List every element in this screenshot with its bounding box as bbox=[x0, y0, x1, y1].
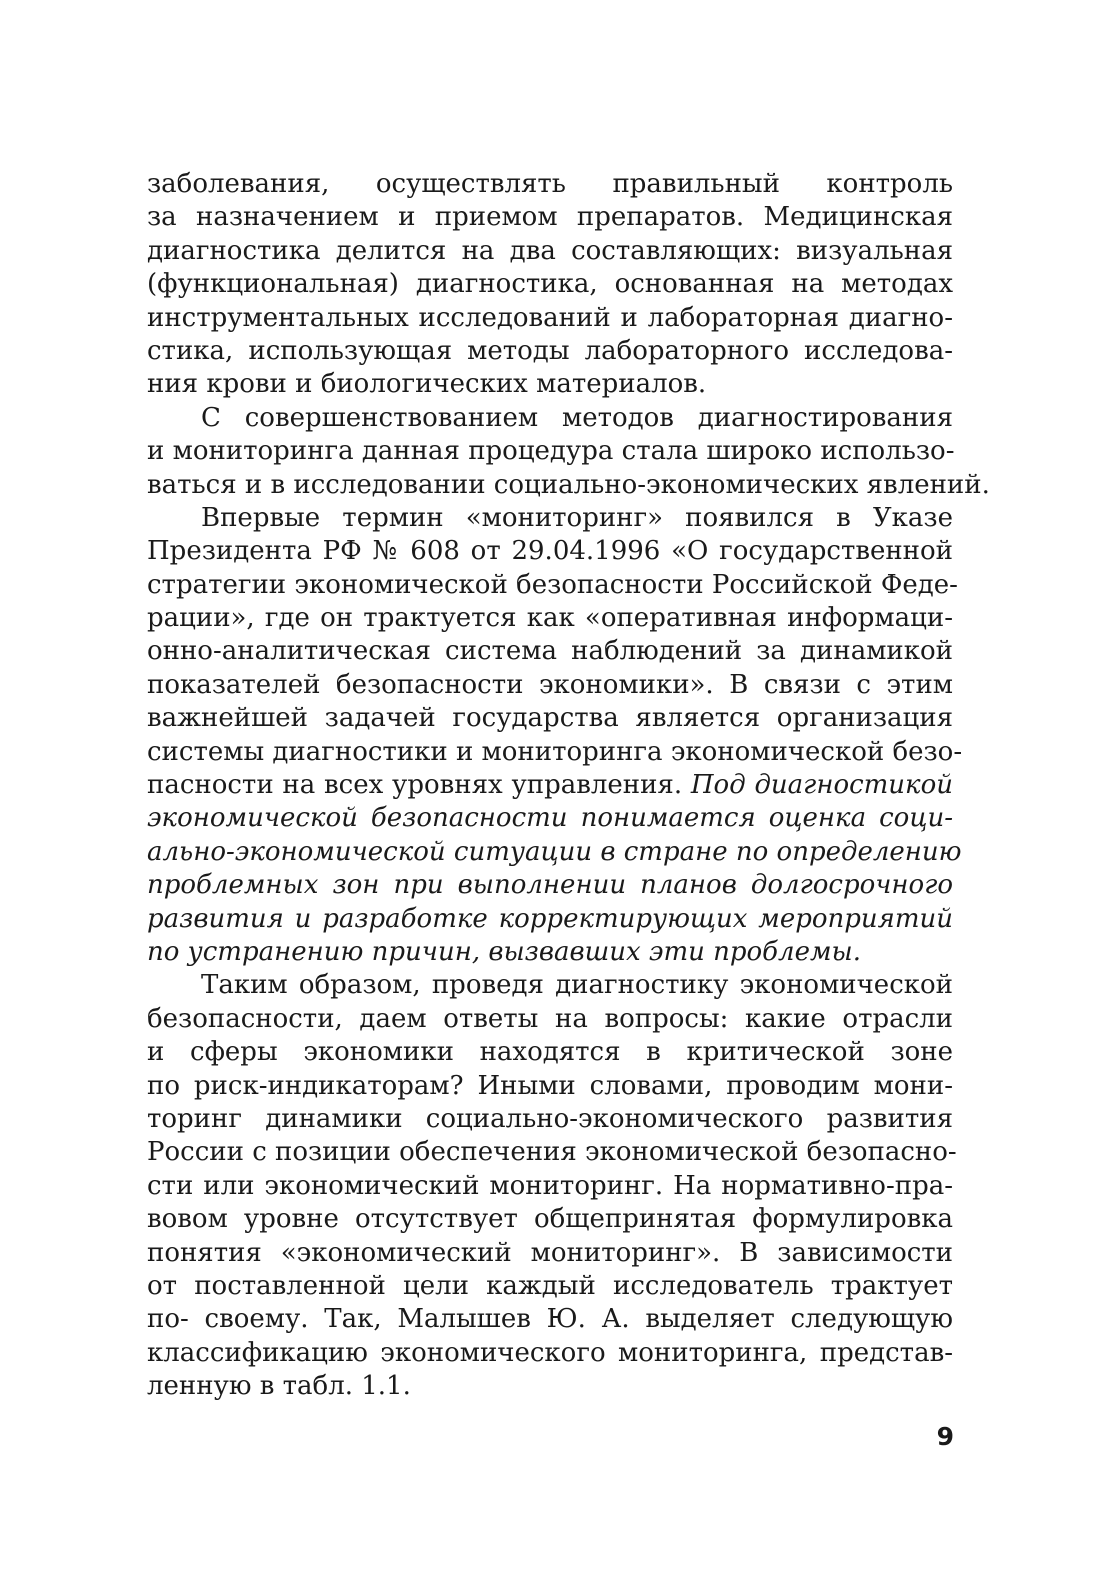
text-line: вовом уровне отсутствует общепринятая формулировка bbox=[147, 1204, 953, 1235]
text-line: безопасности, даем ответы на вопросы: какие отрасли bbox=[147, 1003, 953, 1034]
text-line: важнейшей задачей государства является организация bbox=[147, 703, 953, 734]
text-line: за назначением и приемом препаратов. Медицинская bbox=[147, 202, 953, 233]
text-line-mixed bbox=[147, 769, 953, 802]
text-line: диагностика делится на два составляющих: визуальная bbox=[147, 235, 953, 266]
text-line: онно-аналитическая система наблюдений за динамикой bbox=[147, 636, 953, 667]
text-line: С совершенствованием методов диагностирования bbox=[201, 402, 953, 433]
text-line-upright: пасности на всех уровнях управления. bbox=[147, 770, 683, 801]
italic-definition-line: по устранению причин, вызвавших эти проблемы. bbox=[147, 936, 861, 967]
text-line: по риск-индикаторам? Иными словами, проводим мони- bbox=[147, 1070, 953, 1101]
text-line: стратегии экономической безопасности Российской Феде- bbox=[147, 569, 958, 600]
page-number: 9 bbox=[936, 1422, 954, 1451]
text-line: по- своему. Так, Малышев Ю. А. выделяет следующую bbox=[147, 1304, 953, 1335]
text-line: заболевания, осуществлять правильный контроль bbox=[147, 169, 953, 199]
text-line: классификацию экономического мониторинга, представ- bbox=[147, 1337, 953, 1368]
text-line: и мониторинга данная процедура стала широко использо- bbox=[147, 436, 955, 467]
italic-definition-line: ально-экономической ситуации в стране по определению bbox=[147, 836, 962, 867]
body-text bbox=[147, 168, 990, 1403]
italic-definition-line: проблемных зон при выполнении планов долгосрочного bbox=[147, 870, 953, 901]
text-line: от поставленной цели каждый исследователь трактует bbox=[147, 1270, 953, 1301]
text-line: системы диагностики и мониторинга экономической безо- bbox=[147, 736, 963, 767]
text-line: сти или экономический мониторинг. На нормативно-пра- bbox=[147, 1170, 953, 1201]
text-line: ния крови и биологических материалов. bbox=[147, 369, 707, 400]
text-line: инструментальных исследований и лабораторная диагно- bbox=[147, 302, 953, 333]
text-line-italic-start: Под диагностикой bbox=[682, 770, 953, 801]
text-line: ваться и в исследовании социально-экономических явлений. bbox=[147, 469, 990, 500]
text-line: и сферы экономики находятся в критической зоне bbox=[147, 1037, 953, 1068]
text-line: Таким образом, проведя диагностику экономической bbox=[201, 970, 953, 1001]
text-line: понятия «экономический мониторинг». В зависимости bbox=[147, 1237, 953, 1268]
text-line: Президента РФ № 608 от 29.04.1996 «О государственной bbox=[147, 536, 953, 567]
text-line: стика, использующая методы лабораторного исследова- bbox=[147, 335, 953, 366]
text-line: Впервые термин «мониторинг» появился в Указе bbox=[201, 502, 953, 533]
text-line: ленную в табл. 1.1. bbox=[147, 1371, 411, 1402]
text-line: (функциональная) диагностика, основанная на методах bbox=[147, 269, 953, 300]
text-line: показателей безопасности экономики». В связи с этим bbox=[147, 669, 953, 700]
italic-definition-line: экономической безопасности понимается оценка соци- bbox=[147, 803, 953, 834]
text-line: торинг динамики социально-экономического развития bbox=[147, 1103, 953, 1134]
italic-definition-line: развития и разработке корректирующих мероприятий bbox=[147, 903, 953, 934]
text-line: России с позиции обеспечения экономической безопасно- bbox=[147, 1137, 957, 1168]
text-line: рации», где он трактуется как «оперативная информаци- bbox=[147, 603, 953, 634]
